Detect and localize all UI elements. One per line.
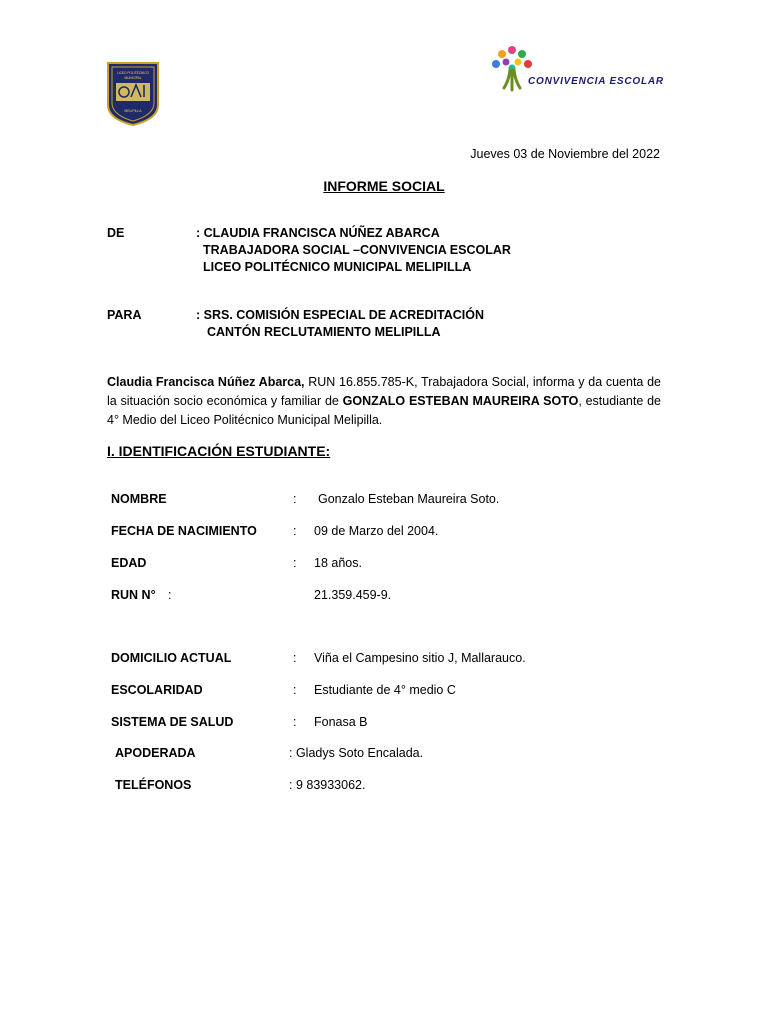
convivencia-logo-text: CONVIVENCIA ESCOLAR [528, 76, 664, 87]
intro-text-2: , estudiante de 4° Medio del Liceo Politécnico Municipal Melipilla. [107, 394, 661, 427]
field-value-edad: 18 años. [314, 556, 362, 570]
field-colon: : [293, 556, 297, 570]
field-colon: : [293, 651, 297, 665]
intro-text-1: RUN 16.855.785-K, Trabajadora Social, informa y da cuenta de la situación socio económica y familiar de [107, 375, 661, 408]
field-value-run: 21.359.459-9. [314, 588, 392, 602]
field-value-fecha-nacimiento: 09 de Marzo del 2004. [314, 524, 439, 538]
para-line-2: CANTÓN RECLUTAMIENTO MELIPILLA [207, 325, 441, 339]
para-label: PARA [107, 308, 142, 322]
convivencia-escolar-logo [484, 40, 690, 100]
document-title: INFORME SOCIAL [323, 178, 445, 194]
field-value-domicilio: Viña el Campesino sitio J, Mallarauco. [314, 651, 526, 665]
field-colon: : [293, 524, 297, 538]
field-value-nombre: Gonzalo Esteban Maureira Soto. [318, 492, 500, 506]
field-value-salud: Fonasa B [314, 715, 368, 729]
field-label-run: RUN N° [111, 588, 156, 602]
document-date: Jueves 03 de Noviembre del 2022 [470, 147, 660, 161]
svg-text:MUNICIPAL: MUNICIPAL [124, 76, 142, 80]
field-label-nombre: NOMBRE [111, 492, 167, 506]
field-label-salud: SISTEMA DE SALUD [111, 715, 234, 729]
field-colon: : [293, 683, 297, 697]
student-name: GONZALO ESTEBAN MAUREIRA SOTO [342, 394, 579, 408]
field-label-escolaridad: ESCOLARIDAD [111, 683, 203, 697]
field-label-telefonos: TELÉFONOS [115, 778, 192, 792]
svg-text:LICEO POLITÉCNICO: LICEO POLITÉCNICO [116, 71, 150, 75]
field-value-telefonos: : 9 83933062. [289, 778, 366, 792]
field-colon: : [293, 715, 297, 729]
field-colon: : [293, 492, 297, 506]
para-line-1: : SRS. COMISIÓN ESPECIAL DE ACREDITACIÓN [196, 308, 484, 322]
author-name: Claudia Francisca Núñez Abarca, [107, 375, 305, 389]
intro-paragraph [107, 373, 661, 430]
field-value-apoderada: : Gladys Soto Encalada. [289, 746, 424, 760]
section-title: I. IDENTIFICACIÓN ESTUDIANTE: [107, 443, 331, 459]
de-label: DE [107, 226, 125, 240]
field-label-fecha-nacimiento: FECHA DE NACIMIENTO [111, 524, 257, 538]
de-line-1: : CLAUDIA FRANCISCA NÚÑEZ ABARCA [196, 226, 440, 240]
field-value-escolaridad: Estudiante de 4° medio C [314, 683, 456, 697]
de-line-2: TRABAJADORA SOCIAL –CONVIVENCIA ESCOLAR [203, 243, 511, 257]
field-label-domicilio: DOMICILIO ACTUAL [111, 651, 232, 665]
field-label-edad: EDAD [111, 556, 147, 570]
field-label-apoderada: APODERADA [115, 746, 196, 760]
de-line-3: LICEO POLITÉCNICO MUNICIPAL MELIPILLA [203, 260, 472, 274]
school-crest-logo [106, 61, 160, 127]
svg-text:MELIPILLA: MELIPILLA [124, 109, 142, 113]
field-colon: : [168, 588, 172, 602]
